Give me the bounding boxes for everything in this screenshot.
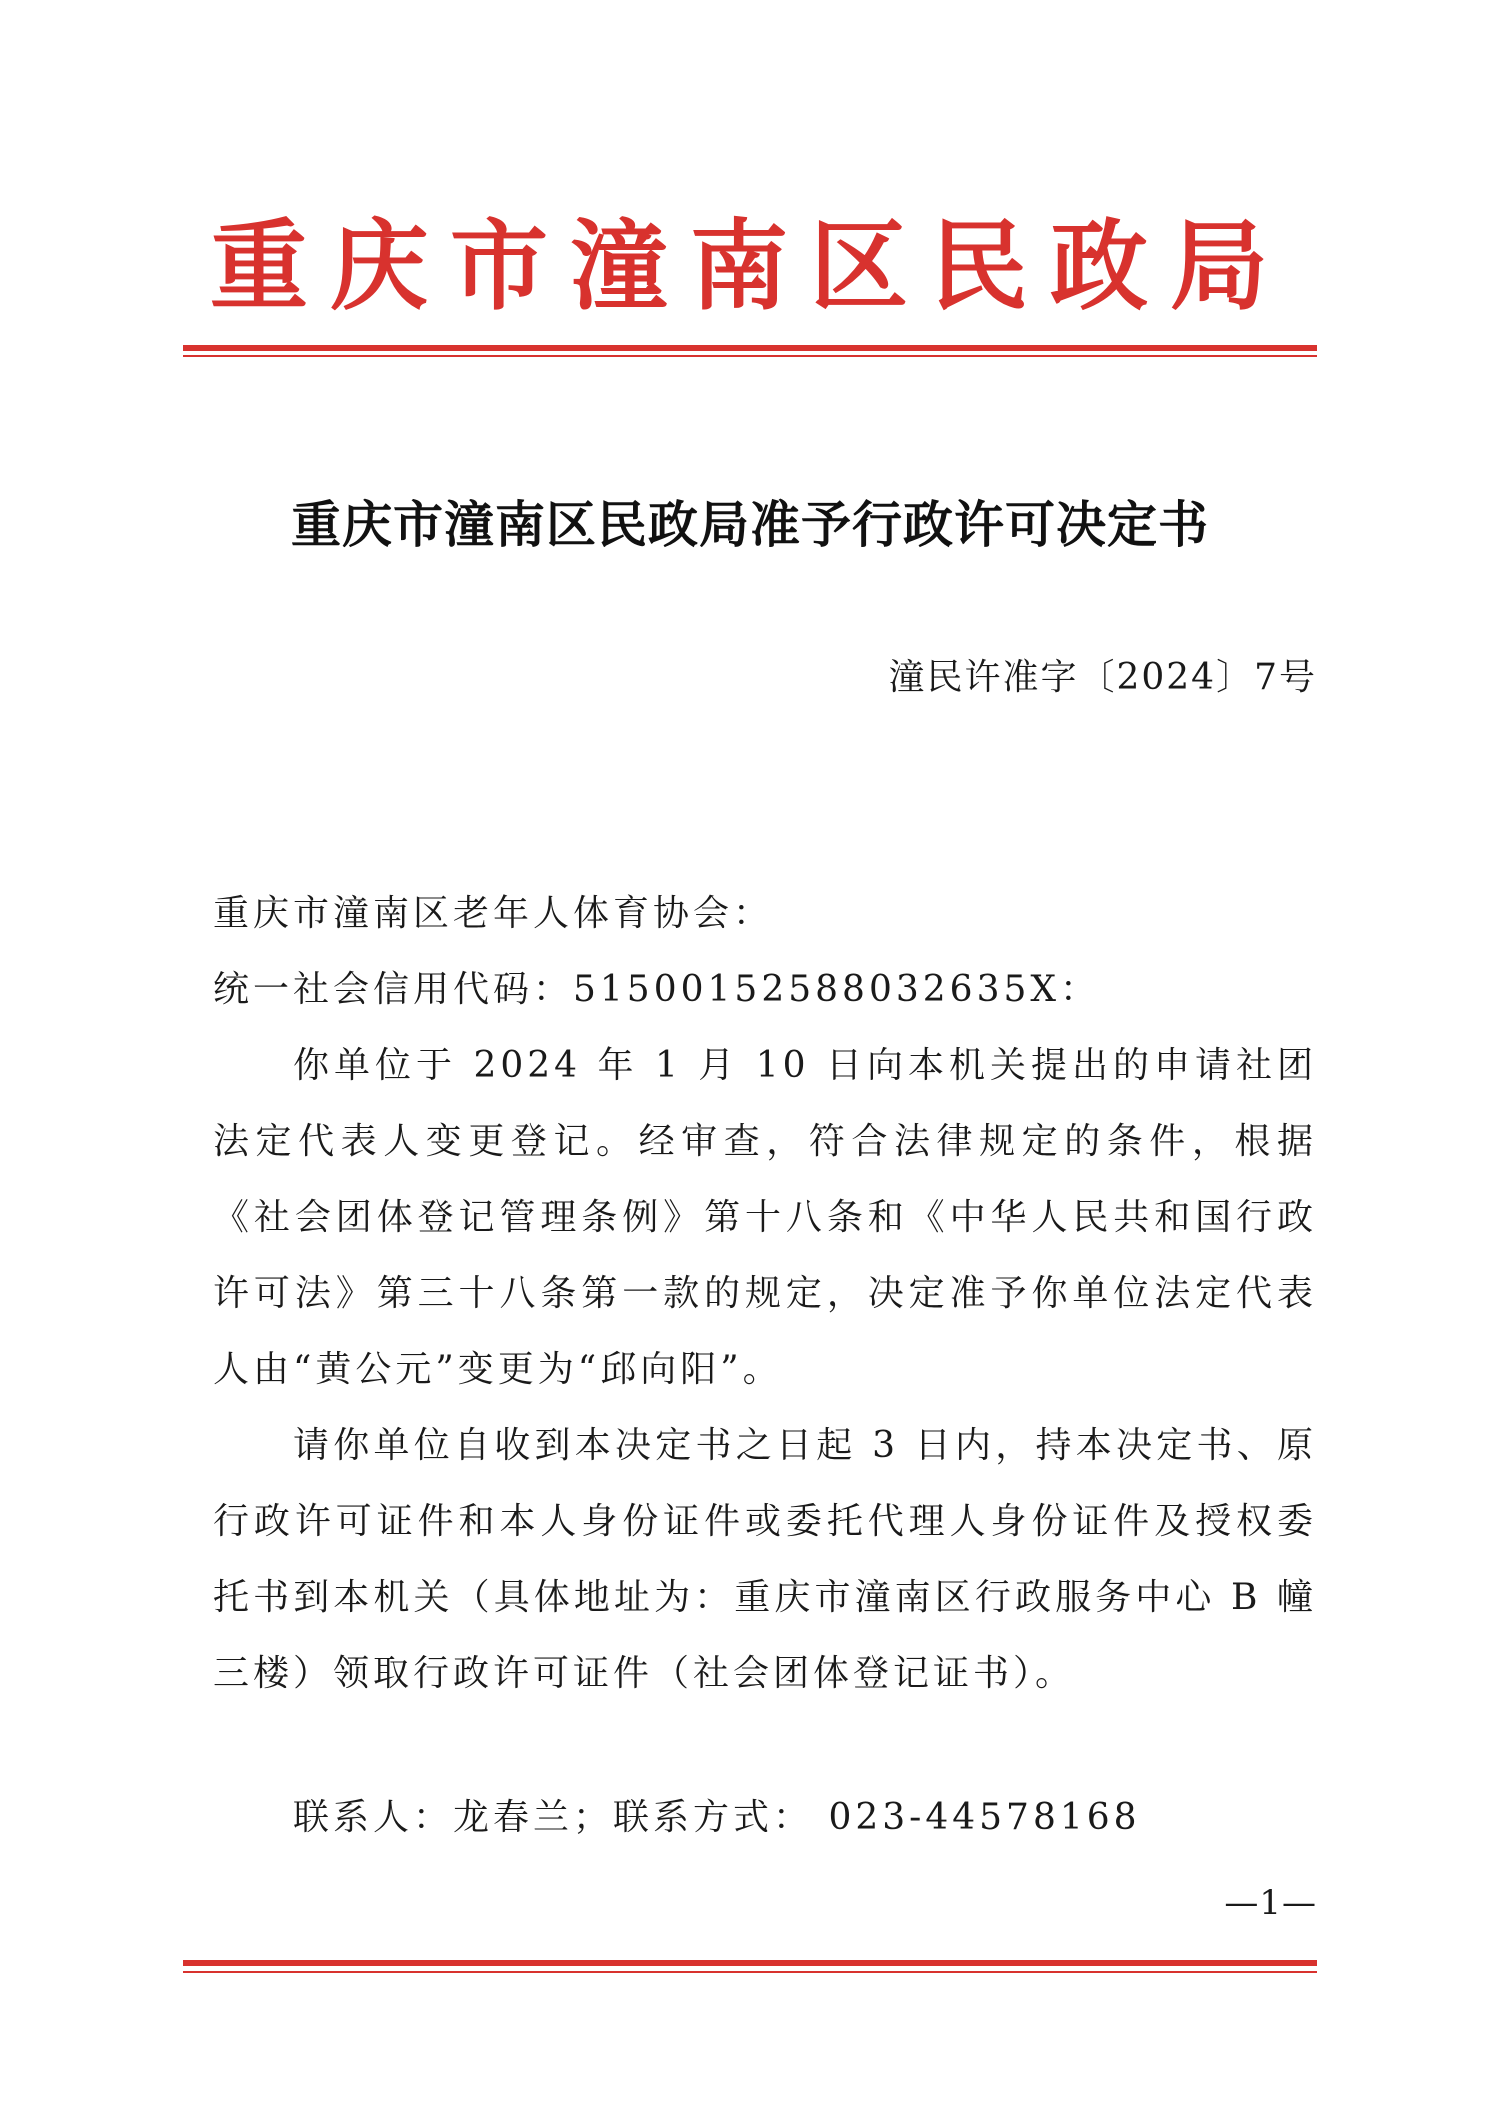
document-number: 潼民许准字〔2024〕7号 xyxy=(888,657,1317,698)
header-rule-thin xyxy=(183,355,1317,357)
addressee: 重庆市潼南区老年人体育协会： xyxy=(213,893,774,934)
footer-rule-thick xyxy=(183,1960,1317,1966)
header-rule-thick xyxy=(183,345,1317,351)
contact-line: 联系人：龙春兰；联系方式： 023-44578168 xyxy=(293,1797,1141,1838)
document-title: 重庆市潼南区民政局准予行政许可决定书 xyxy=(291,496,1209,554)
body-paragraph: 请你单位自收到本决定书之日起 3 日内，持本决定书、原行政许可证件和本人身份证件或委托代理人身份证件及授权委托书到本机关（具体地址为：重庆市潼南区行政服务中心 B 幢三楼）领取行政许可证件（社会团体登记证书）。 xyxy=(213,1425,1317,1694)
footer-rule-thin xyxy=(183,1971,1317,1973)
page-number: —1— xyxy=(1224,1883,1317,1923)
credit-code: 统一社会信用代码：51500152588032635X： xyxy=(213,969,1101,1010)
body-paragraph: 你单位于 2024 年 1 月 10 日向本机关提出的申请社团法定代表人变更登记。经审查，符合法律规定的条件，根据《社会团体登记管理条例》第十八条和《中华人民共和国行政许可法》第三十八条第一款的规定，决定准予你单位法定代表人由“黄公元”变更为“邱向阳”。 xyxy=(213,1045,1317,1390)
agency-header: 重庆市潼南区民政局 xyxy=(210,210,1291,324)
